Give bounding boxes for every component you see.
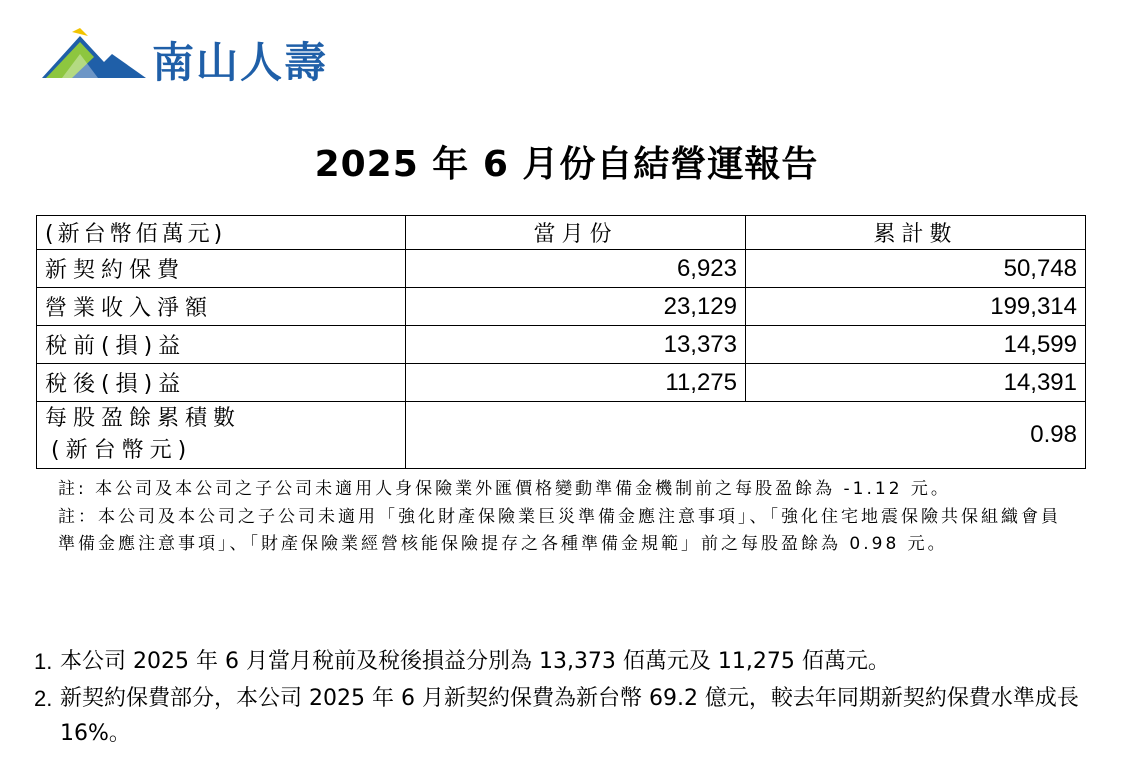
list-text: 本公司 2025 年 6 月當月稅前及稅後損益分別為 13,373 佰萬元及 11,275 佰萬元。 [60,649,890,674]
eps-label: 每股盈餘累積數 [45,406,242,431]
footnote: 註：本公司及本公司之子公司未適用「強化財產保險業巨災準備金應注意事項」、「強化住宅地震保險共保組織會員準備金應注意事項」、「財產保險業經營核能保險提存之各種準備金規範」前之每股盈餘為 0.98 元。 [58,507,1061,554]
list-number: 2. [34,686,53,711]
table-header-row [37,216,1086,250]
company-name: 南山人壽 [152,38,329,87]
list-item [34,644,1094,679]
company-logo [42,28,352,87]
month-value: 23,129 [406,288,746,326]
eps-value: 0.98 [406,402,1086,469]
list-item [34,681,1094,751]
table-row [37,364,1086,402]
report-table [36,215,1086,469]
footnotes [58,476,1078,558]
eps-row [37,402,1086,469]
row-label: 營業收入淨額 [37,288,406,326]
month-value: 13,373 [406,326,746,364]
month-value: 6,923 [406,250,746,288]
cumulative-value: 199,314 [746,288,1086,326]
row-label: 新契約保費 [37,250,406,288]
summary-points [34,644,1094,751]
row-label: 稅前(損)益 [37,326,406,364]
header-unit: (新台幣佰萬元) [37,216,406,250]
table-row [37,288,1086,326]
header-cumulative: 累計數 [746,216,1086,250]
list-number: 1. [34,649,53,674]
cumulative-value: 14,391 [746,364,1086,402]
footnote: 註: 本公司及本公司之子公司未適用人身保險業外匯價格變動準備金機制前之每股盈餘為 -1.12 元。 [58,479,951,499]
mountain-logo-icon [42,28,146,80]
report-title: 2025 年 6 月份自結營運報告 [314,144,819,185]
eps-label-cell [37,402,406,469]
cumulative-value: 14,599 [746,326,1086,364]
table-row [37,326,1086,364]
row-label: 稅後(損)益 [37,364,406,402]
month-value: 11,275 [406,364,746,402]
eps-unit-label: (新台幣元) [51,438,193,463]
cumulative-value: 50,748 [746,250,1086,288]
table-row [37,250,1086,288]
header-month: 當月份 [406,216,746,250]
list-text: 新契約保費部分，本公司 2025 年 6 月新契約保費為新台幣 69.2 億元，較去年同期新契約保費水準成長 16%。 [60,686,1079,746]
